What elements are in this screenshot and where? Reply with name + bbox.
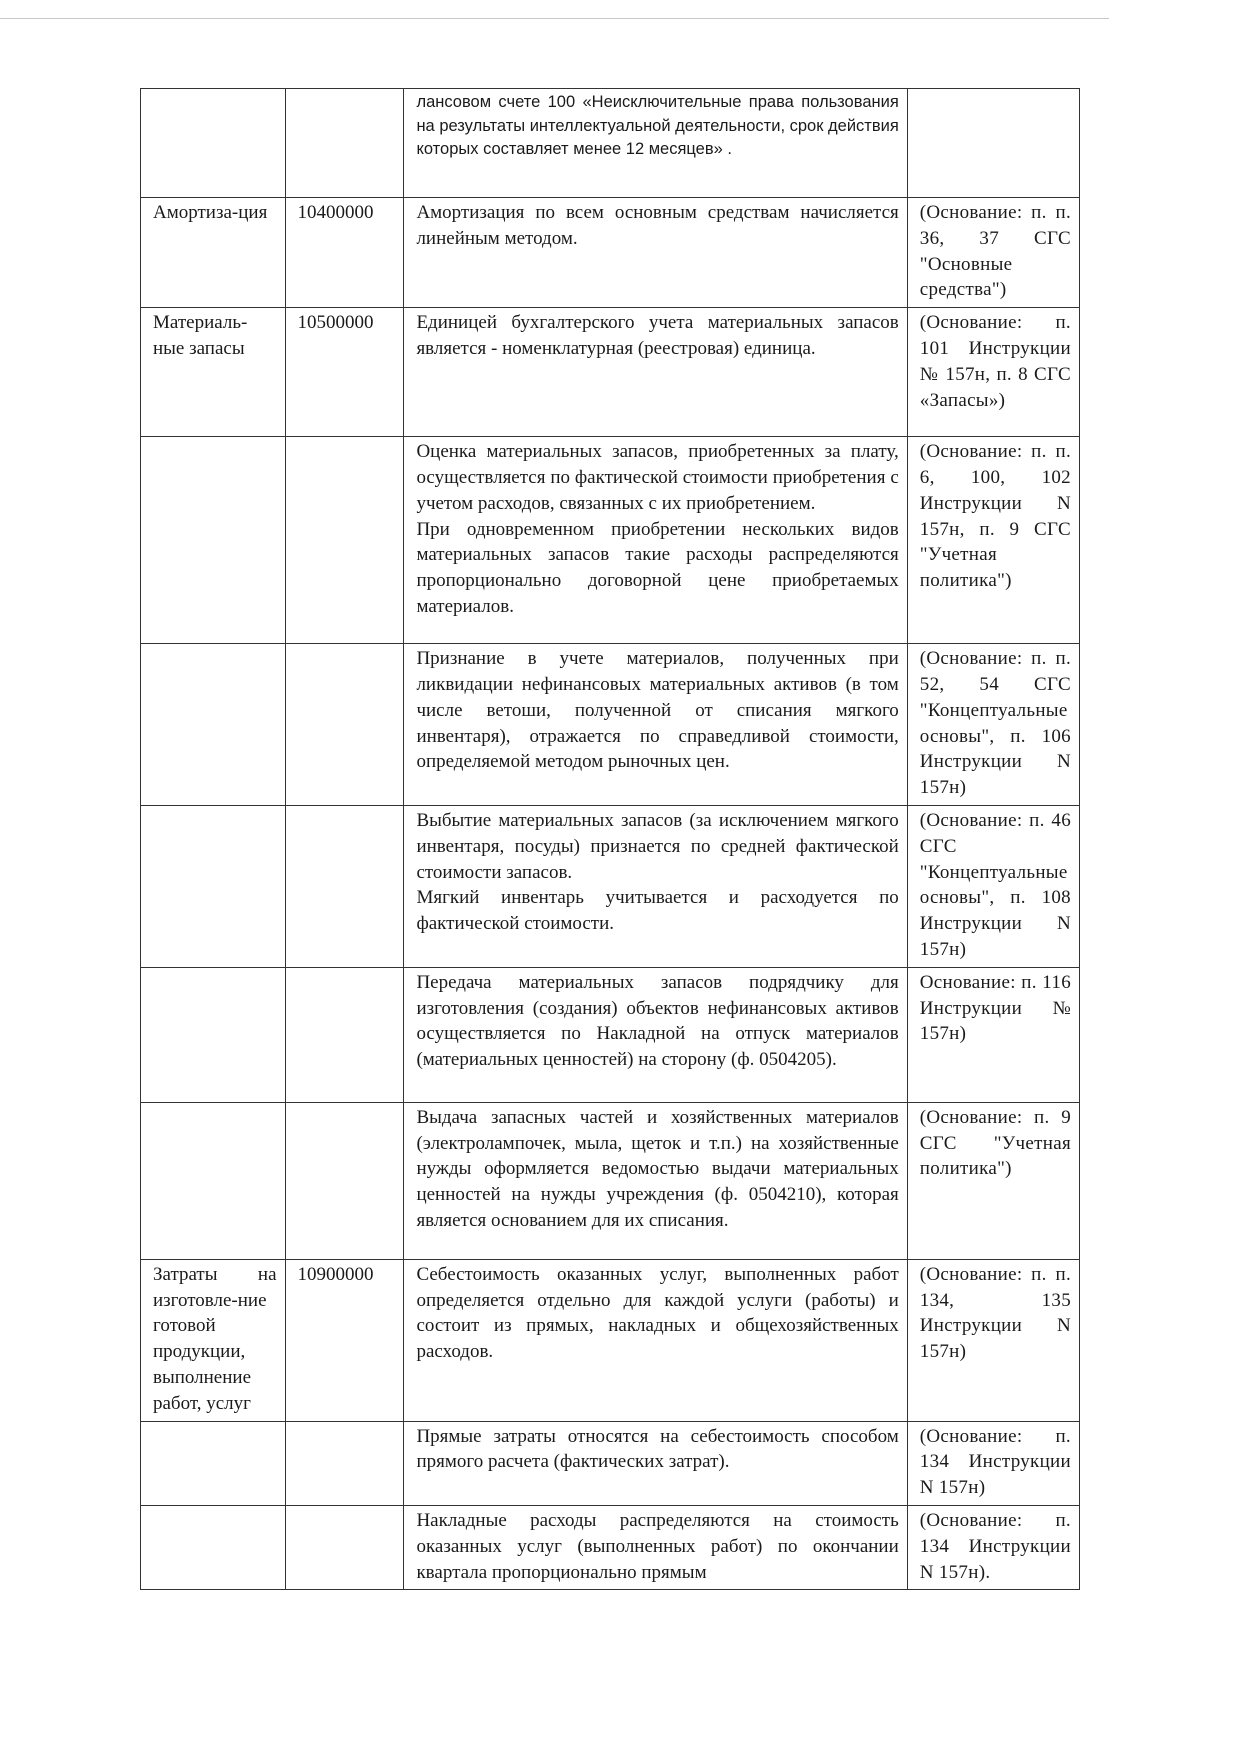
policy-paragraph: лансовом счете 100 «Неисключительные права пользования на результаты интеллектуальной деятельности, срок действия которых составляет менее 12 месяцев» . — [416, 93, 899, 158]
account-code-cell: 10900000 — [285, 1259, 404, 1421]
policy-paragraph: При одновременном приобретении нескольких видов материальных запасов такие расходы распределяются пропорционально договорной цене приобретаемых материалов. — [416, 518, 899, 617]
policy-text-cell — [404, 1259, 907, 1421]
policy-text-cell — [404, 967, 907, 1102]
account-name-cell — [141, 89, 286, 198]
account-name-cell — [141, 1421, 286, 1505]
policy-text-cell — [404, 198, 907, 308]
policy-text-cell — [404, 805, 907, 967]
table-row — [141, 644, 1080, 806]
accounting-policy-table — [140, 88, 1080, 1590]
policy-text-cell — [404, 308, 907, 437]
basis-cell: (Основание: п. п. 6, 100, 102 Инструкции N 157н, п. 9 СГС "Учетная политика") — [907, 437, 1079, 644]
basis-cell: (Основание: п. п. 36, 37 СГС "Основные средства") — [907, 198, 1079, 308]
policy-paragraph: Единицей бухгалтерского учета материальных запасов является - номенклатурная (реестровая) единица. — [416, 312, 899, 359]
account-code-cell — [285, 644, 404, 806]
basis-cell: (Основание: п. 134 Инструкции N 157н). — [907, 1505, 1079, 1589]
account-name-cell — [141, 1505, 286, 1589]
basis-cell: Основание: п. 116 Инструкции № 157н) — [907, 967, 1079, 1102]
table-row — [141, 967, 1080, 1102]
policy-paragraph: Оценка материальных запасов, приобретенных за плату, осуществляется по фактической стоимости приобретения с учетом расходов, связанных с их приобретением. — [416, 441, 899, 514]
table-row — [141, 1259, 1080, 1421]
policy-text-cell — [404, 437, 907, 644]
account-code-cell — [285, 805, 404, 967]
table-row — [141, 805, 1080, 967]
policy-paragraph: Мягкий инвентарь учитывается и расходуется по фактической стоимости. — [416, 887, 899, 935]
policy-paragraph: Выдача запасных частей и хозяйственных материалов (электролампочек, мыла, щеток и т.п.) на хозяйственные нужды оформляется ведомостью выдачи материальных ценностей на нужды учреждения (ф. 0504210), которая является основанием для их списания. — [416, 1106, 899, 1231]
account-code-cell — [285, 967, 404, 1102]
account-name-cell — [141, 967, 286, 1102]
account-name-cell — [141, 437, 286, 644]
policy-text-cell — [404, 1102, 907, 1259]
scan-edge-line — [0, 18, 1109, 19]
account-code-cell: 10400000 — [285, 198, 404, 308]
account-code-cell — [285, 1102, 404, 1259]
table-row — [141, 437, 1080, 644]
account-name-cell: Затраты на изготовле-ние готовой продукции, выполнение работ, услуг — [141, 1259, 286, 1421]
basis-cell: (Основание: п. 9 СГС "Учетная политика") — [907, 1102, 1079, 1259]
account-code-cell: 10500000 — [285, 308, 404, 437]
basis-cell: (Основание: п. 101 Инструкции № 157н, п. 8 СГС «Запасы») — [907, 308, 1079, 437]
table-row — [141, 89, 1080, 198]
basis-cell: (Основание: п. п. 52, 54 СГС "Концептуальные основы", п. 106 Инструкции N 157н) — [907, 644, 1079, 806]
account-name-cell — [141, 805, 286, 967]
policy-text-cell — [404, 644, 907, 806]
policy-paragraph: Передача материальных запасов подрядчику для изготовления (создания) объектов нефинансовых активов осуществляется по Накладной на отпуск материалов (материальных ценностей) на сторону (ф. 0504205). — [416, 971, 899, 1071]
account-code-cell — [285, 1421, 404, 1505]
policy-paragraph: Амортизация по всем основным средствам начисляется линейным методом. — [416, 202, 899, 249]
policy-paragraph: Выбытие материальных запасов (за исключением мягкого инвентаря, посуды) признается по средней фактической стоимости запасов. — [416, 809, 899, 883]
basis-cell: (Основание: п. 134 Инструкции N 157н) — [907, 1421, 1079, 1505]
account-code-cell — [285, 89, 404, 198]
table-row — [141, 1421, 1080, 1505]
table-row — [141, 1102, 1080, 1259]
account-code-cell — [285, 1505, 404, 1589]
account-name-cell — [141, 644, 286, 806]
policy-text-cell — [404, 89, 907, 198]
basis-cell: (Основание: п. п. 134, 135 Инструкции N 157н) — [907, 1259, 1079, 1421]
account-name-cell: Амортиза-ция — [141, 198, 286, 308]
policy-paragraph: Прямые затраты относятся на себестоимость способом прямого расчета (фактических затрат). — [416, 1425, 899, 1473]
account-name-cell: Материаль-ные запасы — [141, 308, 286, 437]
table-row — [141, 198, 1080, 308]
account-code-cell — [285, 437, 404, 644]
account-name-cell — [141, 1102, 286, 1259]
table-row — [141, 1505, 1080, 1589]
basis-cell: (Основание: п. 46 СГС "Концептуальные основы", п. 108 Инструкции N 157н) — [907, 805, 1079, 967]
policy-paragraph: Накладные расходы распределяются на стоимость оказанных услуг (выполненных работ) по окончании квартала пропорционально прямым — [416, 1509, 899, 1583]
table-row — [141, 308, 1080, 437]
policy-text-cell — [404, 1505, 907, 1589]
basis-cell — [907, 89, 1079, 198]
policy-paragraph: Себестоимость оказанных услуг, выполненных работ определяется отдельно для каждой услуги (работы) и состоит из прямых, накладных и общехозяйственных расходов. — [416, 1263, 899, 1363]
policy-text-cell — [404, 1421, 907, 1505]
policy-paragraph: Признание в учете материалов, полученных при ликвидации нефинансовых материальных активов (в том числе ветоши, полученной от списания мягкого инвентаря), отражается по справедливой стоимости, определяемой методом рыночных цен. — [416, 648, 899, 773]
